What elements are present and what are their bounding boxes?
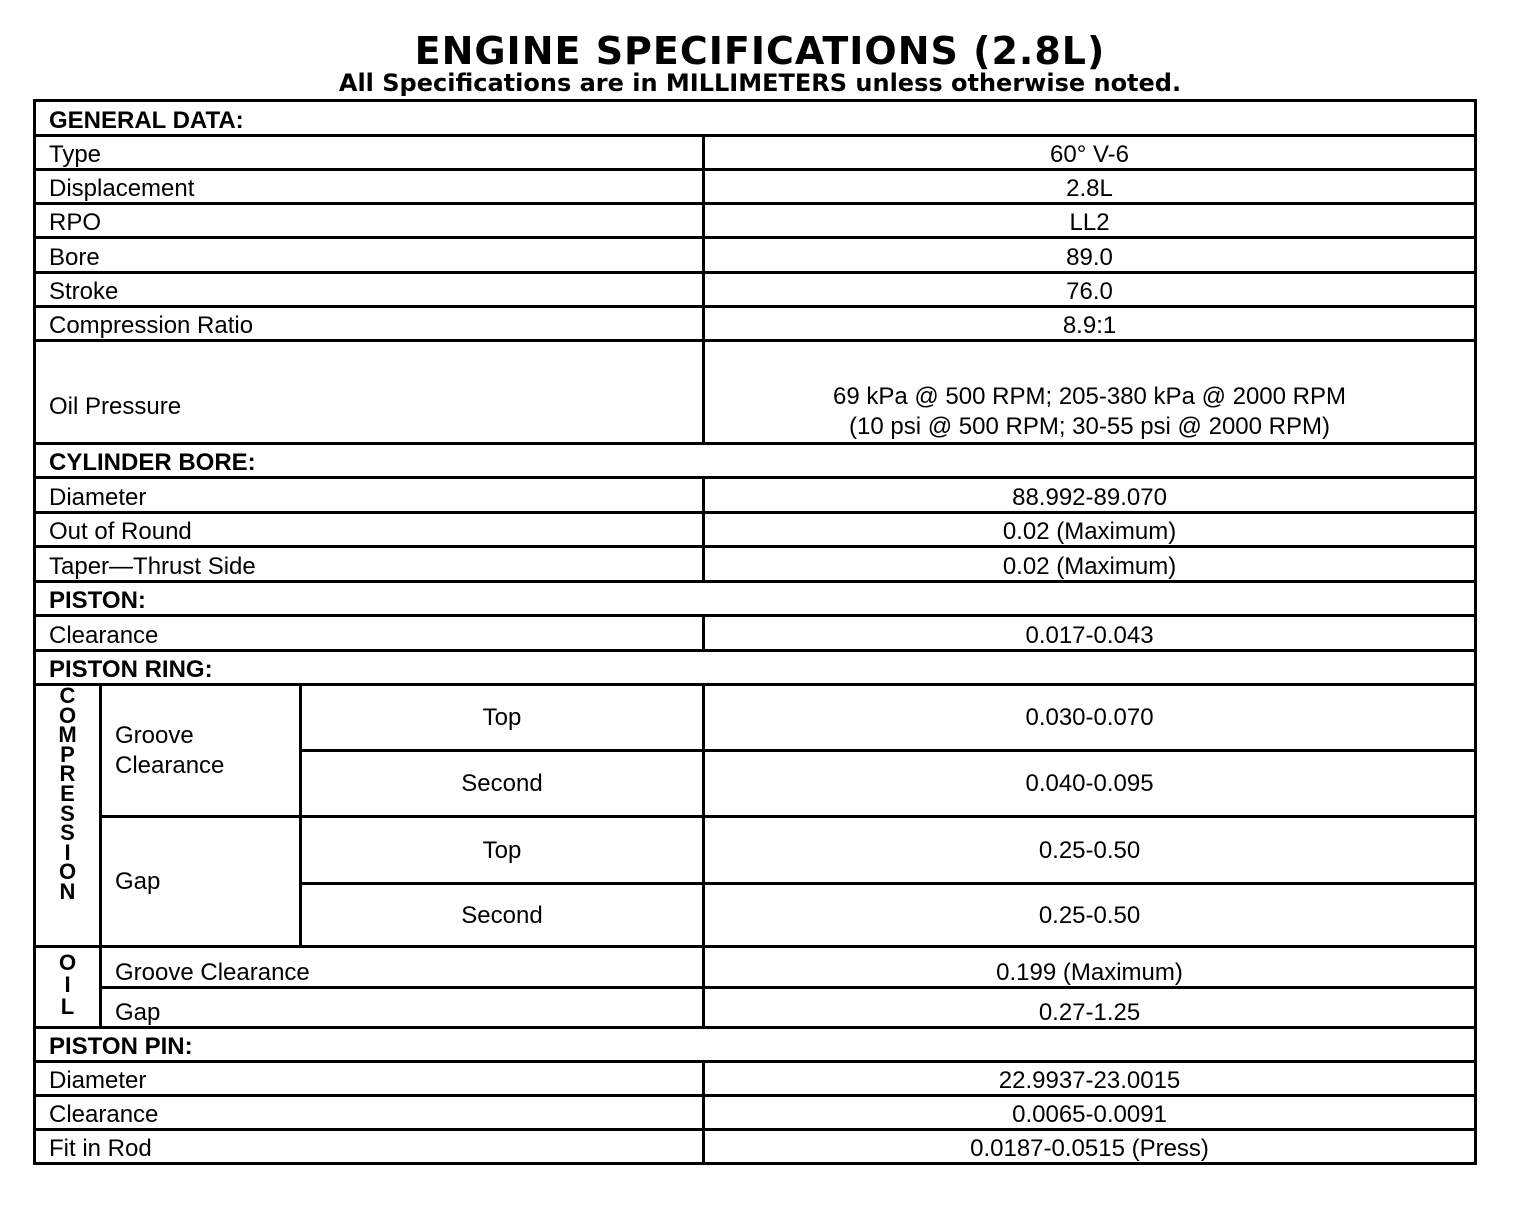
row-label: Stroke bbox=[35, 273, 704, 307]
oil-pressure-psi: (10 psi @ 500 RPM; 30-55 psi @ 2000 RPM) bbox=[849, 413, 1330, 440]
table-row bbox=[35, 513, 1476, 547]
groove-second-label: Second bbox=[301, 751, 704, 817]
row-label: Type bbox=[35, 136, 704, 170]
section-header-cylinder-bore bbox=[35, 444, 1476, 478]
row-value bbox=[704, 341, 1476, 444]
table-row bbox=[35, 1130, 1476, 1164]
section-heading: PISTON RING: bbox=[35, 651, 1476, 685]
table-row bbox=[35, 1096, 1476, 1130]
section-heading: CYLINDER BORE: bbox=[35, 444, 1476, 478]
section-header-piston-ring bbox=[35, 651, 1476, 685]
row-label: Compression Ratio bbox=[35, 307, 704, 341]
row-value: 0.017-0.043 bbox=[704, 616, 1476, 651]
row-label: Fit in Rod bbox=[35, 1130, 704, 1164]
table-row bbox=[35, 547, 1476, 582]
gap-label: Gap bbox=[101, 817, 301, 947]
oil-gap-value: 0.27-1.25 bbox=[704, 988, 1476, 1028]
row-label: Clearance bbox=[35, 616, 704, 651]
row-value: LL2 bbox=[704, 204, 1476, 238]
groove-clearance-label: Groove Clearance bbox=[101, 685, 301, 817]
row-value: 0.0065-0.0091 bbox=[704, 1096, 1476, 1130]
groove-second-value: 0.040-0.095 bbox=[704, 751, 1476, 817]
gap-top-value: 0.25-0.50 bbox=[704, 817, 1476, 884]
page-subtitle: All Specifications are in MILLIMETERS unless otherwise noted. bbox=[338, 69, 1182, 97]
table-row bbox=[35, 238, 1476, 273]
table-row bbox=[35, 341, 1476, 444]
oil-groove-label: Groove Clearance bbox=[101, 947, 704, 988]
groove-top-label: Top bbox=[301, 685, 704, 751]
oil-pressure-kpa: 69 kPa @ 500 RPM; 205-380 kPa @ 2000 RPM bbox=[833, 383, 1347, 410]
row-label: Clearance bbox=[35, 1096, 704, 1130]
oil-gap-label: Gap bbox=[101, 988, 704, 1028]
row-value: 8.9:1 bbox=[704, 307, 1476, 341]
row-label: Displacement bbox=[35, 170, 704, 204]
oil-groove-value: 0.199 (Maximum) bbox=[704, 947, 1476, 988]
table-row bbox=[35, 616, 1476, 651]
table-row bbox=[35, 136, 1476, 170]
gap-second-label: Second bbox=[301, 884, 704, 947]
row-value: 60° V-6 bbox=[704, 136, 1476, 170]
row-label: Bore bbox=[35, 238, 704, 273]
row-label: Taper—Thrust Side bbox=[35, 547, 704, 582]
table-row bbox=[35, 273, 1476, 307]
compression-vertical-label: C O M P R E S S I O N bbox=[35, 685, 101, 947]
row-value: 2.8L bbox=[704, 170, 1476, 204]
row-label: Out of Round bbox=[35, 513, 704, 547]
row-value: 0.02 (Maximum) bbox=[704, 547, 1476, 582]
table-row bbox=[35, 204, 1476, 238]
table-row bbox=[35, 307, 1476, 341]
row-label: Oil Pressure bbox=[35, 341, 704, 444]
section-header-general bbox=[35, 101, 1476, 136]
page-title: ENGINE SPECIFICATIONS (2.8L) bbox=[414, 29, 1106, 73]
oil-vertical-label: O I L bbox=[35, 947, 101, 1028]
table-row bbox=[35, 1062, 1476, 1096]
gap-second-value: 0.25-0.50 bbox=[704, 884, 1476, 947]
row-value: 88.992-89.070 bbox=[704, 478, 1476, 513]
section-header-piston-pin bbox=[35, 1028, 1476, 1062]
table-row bbox=[35, 817, 1476, 884]
table-row bbox=[35, 947, 1476, 988]
table-row bbox=[35, 685, 1476, 751]
row-value: 89.0 bbox=[704, 238, 1476, 273]
groove-top-value: 0.030-0.070 bbox=[704, 685, 1476, 751]
table-row bbox=[35, 478, 1476, 513]
row-value: 76.0 bbox=[704, 273, 1476, 307]
row-label: Diameter bbox=[35, 478, 704, 513]
row-label: RPO bbox=[35, 204, 704, 238]
row-label: Diameter bbox=[35, 1062, 704, 1096]
section-header-piston bbox=[35, 582, 1476, 616]
row-value: 22.9937-23.0015 bbox=[704, 1062, 1476, 1096]
section-heading: GENERAL DATA: bbox=[35, 101, 1476, 136]
section-heading: PISTON PIN: bbox=[35, 1028, 1476, 1062]
engine-spec-table bbox=[33, 99, 1477, 1165]
gap-top-label: Top bbox=[301, 817, 704, 884]
table-row bbox=[35, 170, 1476, 204]
row-value: 0.0187-0.0515 (Press) bbox=[704, 1130, 1476, 1164]
section-heading: PISTON: bbox=[35, 582, 1476, 616]
row-value: 0.02 (Maximum) bbox=[704, 513, 1476, 547]
table-row bbox=[35, 988, 1476, 1028]
